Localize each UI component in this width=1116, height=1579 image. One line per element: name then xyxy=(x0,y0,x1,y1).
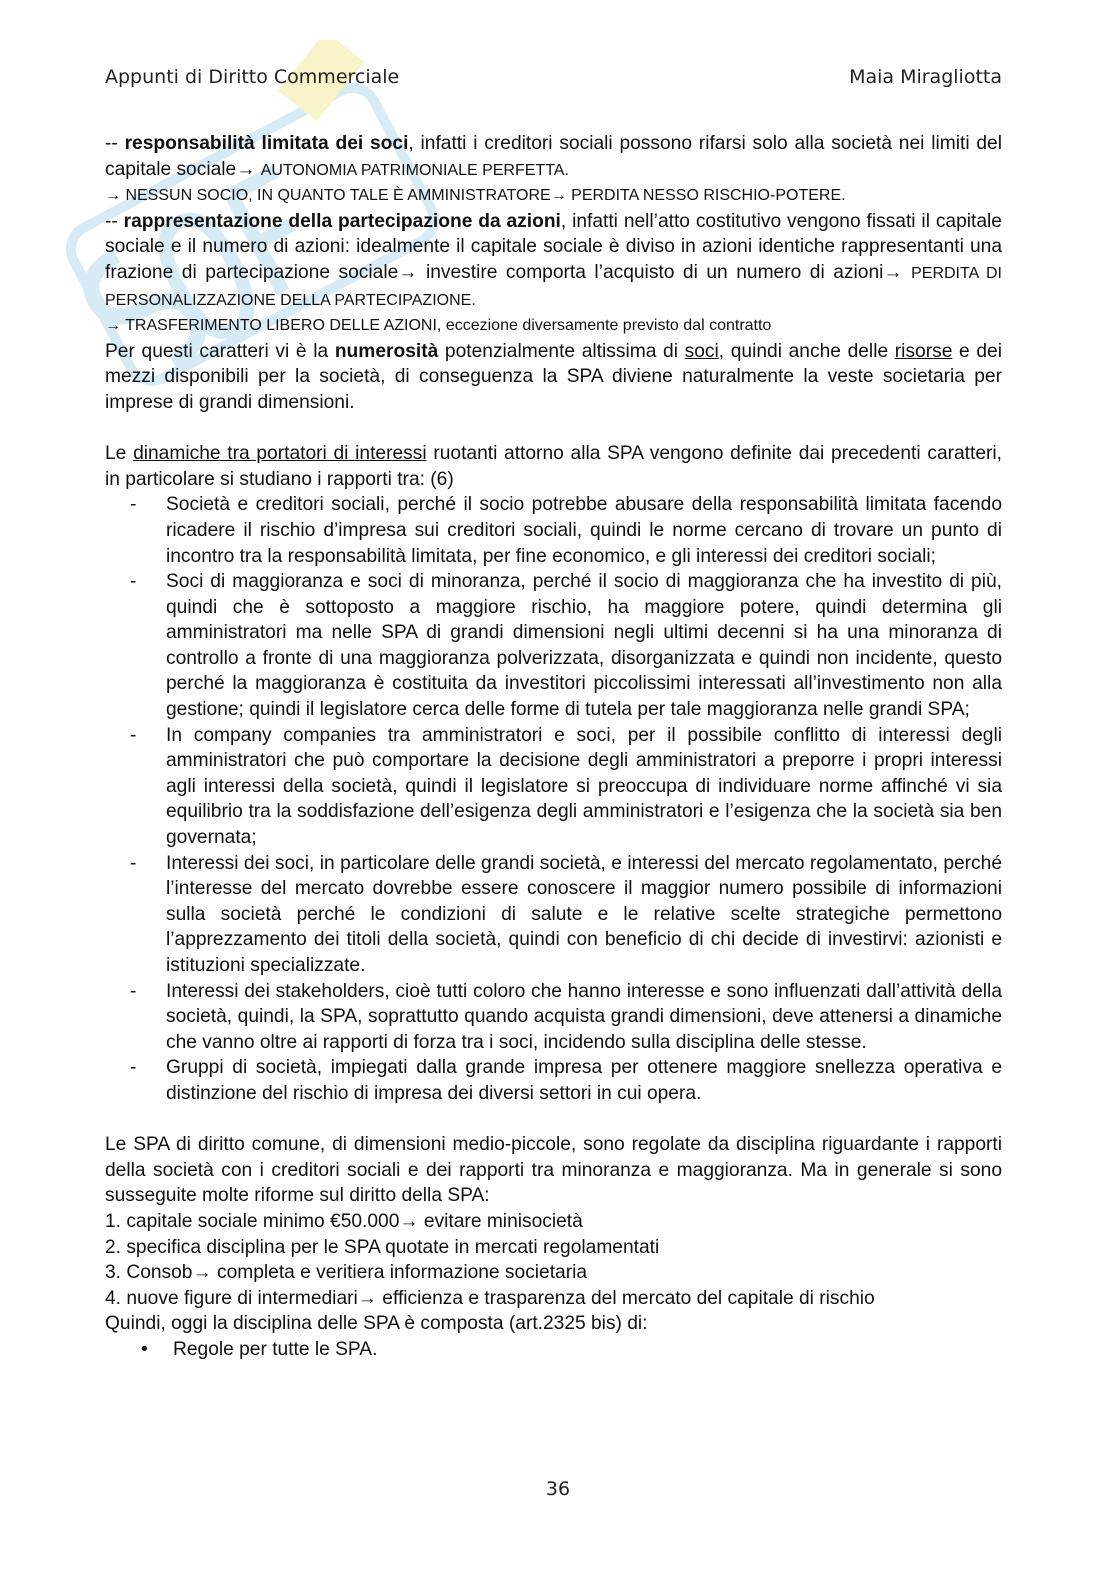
term-limited-liability: responsabilità limitata dei soci xyxy=(124,133,409,154)
paragraph-dynamics: Le dinamiche tra portatori di interessi ruotanti attorno alla SPA vengono definite dai precedenti caratteri, in particolare si studiano i rapporti tra: (6) xyxy=(105,443,1002,490)
paragraph-numerosity: Per questi caratteri vi è la numerosità potenzialmente altissima di soci, quindi anche delle risorse e dei mezzi disponibili per la società, di conseguenza la SPA diviene naturalmente la veste societaria per imprese di grandi dimensioni. xyxy=(105,340,1002,413)
reforms-list xyxy=(105,1209,1002,1311)
numbered-item: 2. specifica disciplina per le SPA quotate in mercati regolamentati xyxy=(105,1236,660,1258)
paragraph-discipline: Quindi, oggi la disciplina delle SPA è composta (art.2325 bis) di: xyxy=(105,1313,648,1335)
list-item: - Gruppi di società, impiegati dalla grande impresa per ottenere maggiore snellezza operativa e distinzione del rischio di impresa dei diversi settori in cui opera. xyxy=(130,1057,1002,1104)
paragraph-shares: -- rappresentazione della partecipazione da azioni, infatti nell’atto costitutivo vengono fissati il capitale sociale e il numero di azioni: idealmente il capitale sociale è diviso in azioni identiche rappresentanti una frazione di partecipazione sociale→ investire comporta l’acquisto di un numero di azioni→ PERDITA DI PERSONALIZZAZIONE DELLA PARTECIPAZIONE. xyxy=(105,210,1002,309)
list-item: - Interessi dei stakeholders, cioè tutti coloro che hanno interesse e sono influenzati dall’attività della società, quindi, la SPA, soprattutto quando acquista grandi dimensioni, deve attenersi a dinamiche che vanno oltre ai rapporti di forza tra i soci, incidendo sulla disciplina delle stesse. xyxy=(130,980,1002,1053)
page-body xyxy=(105,131,1002,1363)
note-no-partner-admin: → NESSUN SOCIO, IN QUANTO TALE È AMMINISTRATORE→ PERDITA NESSO RISCHIO-POTERE. xyxy=(105,187,846,205)
list-item: - Soci di maggioranza e soci di minoranza, perché il socio di maggioranza che ha investito di più, quindi che è sottoposto a maggiore rischio, ha maggiore potere, quindi determina gli amministratori ma nelle SPA di grandi dimensioni negli ultimi decenni si ha una minoranza di controllo a fronte di una maggioranza polverizzata, disorganizzata e quindi non incidente, questo perché la maggioranza è costituita da investitori piccolissimi interessati all’investimento non alla gestione; quindi il legislatore cerca delle forme di tutela per tale maggioranza nelle grandi SPA; xyxy=(130,571,1002,721)
numbered-item: 3. Consob→ completa e veritiera informazione societaria xyxy=(105,1262,588,1284)
term-shares-representation: rappresentazione della partecipazione da azioni xyxy=(123,210,561,232)
note-free-transfer: → TRASFERIMENTO LIBERO DELLE AZIONI, eccezione diversamente previsto dal contratto xyxy=(105,317,772,335)
list-item: - In company companies tra amministratori e soci, per il possibile conflitto di interessi degli amministratori che può comportare la decisione degli amministratori a preporre i propri interessi agli interessi della società, quindi il legislatore si preoccupa di individuare norme affinché vi sia equilibrio tra la soddisfazione dell’esigenza degli amministratori e l’esigenza che la società sia ben governata; xyxy=(130,724,1002,849)
bullet-item: • Regole per tutte le SPA. xyxy=(141,1338,378,1360)
rules-list xyxy=(105,1337,1002,1363)
relations-list xyxy=(105,492,1002,1106)
numbered-item: 4. nuove figure di intermediari→ efficienza e trasparenza del mercato del capitale di rischio xyxy=(105,1287,875,1309)
header-author: Maia Miragliotta xyxy=(849,66,1002,88)
list-item: - Società e creditori sociali, perché il socio potrebbe abusare della responsabilità limitata facendo ricadere il rischio d’impresa sui creditori sociali, quindi le norme cercano di trovare un punto di incontro tra la responsabilità limitata, per fine economico, e gli interessi dei creditori sociali; xyxy=(130,494,1002,567)
paragraph-common-law-spa: Le SPA di diritto comune, di dimensioni medio-piccole, sono regolate da disciplina riguardante i rapporti della società con i creditori sociali e dei rapporti tra minoranza e maggioranza. Ma in generale si sono susseguite molte riforme sul diritto della SPA: xyxy=(105,1134,1002,1207)
header-title: Appunti di Diritto Commerciale xyxy=(105,66,400,88)
numbered-item: 1. capitale sociale minimo €50.000→ evitare minisocietà xyxy=(105,1210,583,1232)
page-number: 36 xyxy=(545,1478,571,1500)
paragraph-limited-liability: -- responsabilità limitata dei soci, infatti i creditori sociali possono rifarsi solo alla società nei limiti del capitale sociale→ AUTONOMIA PATRIMONIALE PERFETTA. xyxy=(105,133,1002,180)
list-item: - Interessi dei soci, in particolare delle grandi società, e interessi del mercato regolamentato, perché l’interesse del mercato dovrebbe essere conoscere il maggior numero possibile di informazioni sulla società perché le condizioni di salute e le relative scelte strategiche permettono l’apprezzamento dei titoli della società, quindi con beneficio di chi decide di investirvi: azionisti e istituzioni specializzate. xyxy=(130,852,1002,976)
